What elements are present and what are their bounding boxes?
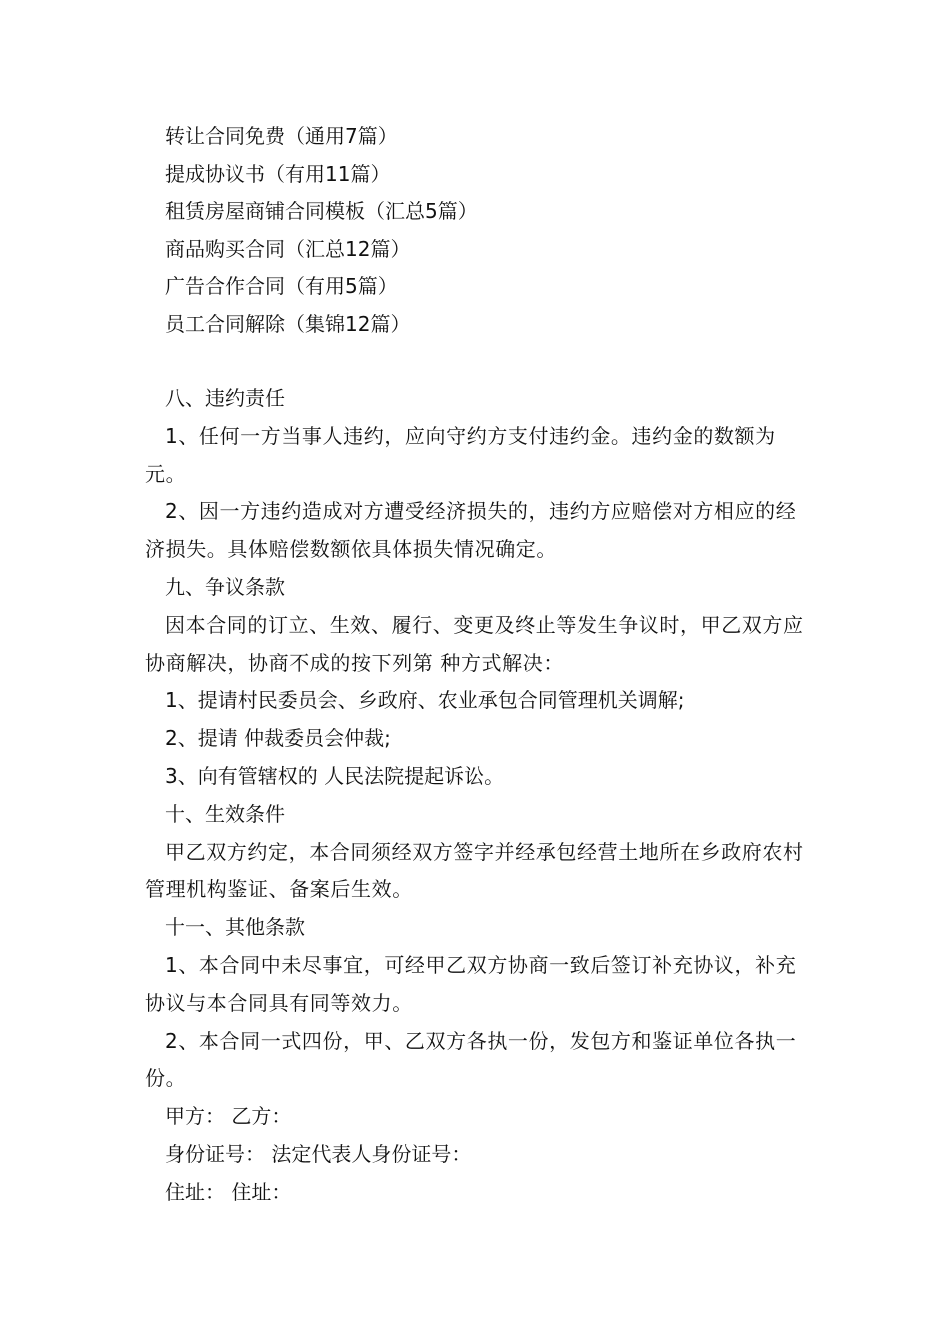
section-heading-dispute: 九、争议条款 (165, 574, 285, 599)
related-links-list (165, 118, 825, 344)
clause-dispute-2: 2、提请 仲裁委员会仲裁; (165, 726, 391, 751)
signature-addresses: 住址： 住址： (165, 1179, 292, 1204)
clause-dispute-3: 3、向有管辖权的 人民法院提起诉讼。 (165, 763, 505, 788)
section-heading-effective: 十、生效条件 (165, 801, 285, 826)
clause-dispute-1: 1、提请村民委员会、乡政府、农业承包合同管理机关调解; (165, 688, 685, 713)
related-link-shop-lease-template[interactable]: 租赁房屋商铺合同模板（汇总5篇） (165, 199, 478, 224)
clause-other-2: 2、本合同一式四份，甲、乙双方各执一份，发包方和鉴证单位各执一份。 (145, 1028, 797, 1091)
clause-breach-1: 1、任何一方当事人违约，应向守约方支付违约金。违约金的数额为 元。 (145, 423, 776, 486)
section-heading-breach: 八、违约责任 (165, 386, 285, 410)
signature-parties: 甲方： 乙方： (165, 1104, 292, 1129)
related-link-employee-termination[interactable]: 员工合同解除（集锦12篇） (165, 311, 411, 336)
clause-other-1: 1、本合同中未尽事宜，可经甲乙双方协商一致后签订补充协议，补充协议与本合同具有同等效力。 (145, 952, 797, 1015)
clause-effective: 甲乙双方约定，本合同须经双方签字并经承包经营土地所在乡政府农村管理机构鉴证、备案后生效。 (145, 839, 804, 902)
signature-id-numbers: 身份证号： 法定代表人身份证号： (165, 1141, 472, 1166)
section-heading-other: 十一、其他条款 (165, 915, 305, 940)
related-link-transfer-contract[interactable]: 转让合同免费（通用7篇） (165, 124, 398, 148)
clause-breach-2: 2、因一方违约造成对方遭受经济损失的，违约方应赔偿对方相应的经济损失。具体赔偿数额依具体损失情况确定。 (145, 499, 797, 562)
contract-body (145, 380, 813, 1212)
related-link-ad-cooperation[interactable]: 广告合作合同（有用5篇） (165, 274, 398, 299)
clause-dispute-intro: 因本合同的订立、生效、履行、变更及终止等发生争议时，甲乙双方应协商解决，协商不成的按下列第 种方式解决： (145, 612, 804, 675)
related-link-purchase-contract[interactable]: 商品购买合同（汇总12篇） (165, 236, 411, 261)
related-link-commission-agreement[interactable]: 提成协议书（有用11篇） (165, 161, 391, 186)
